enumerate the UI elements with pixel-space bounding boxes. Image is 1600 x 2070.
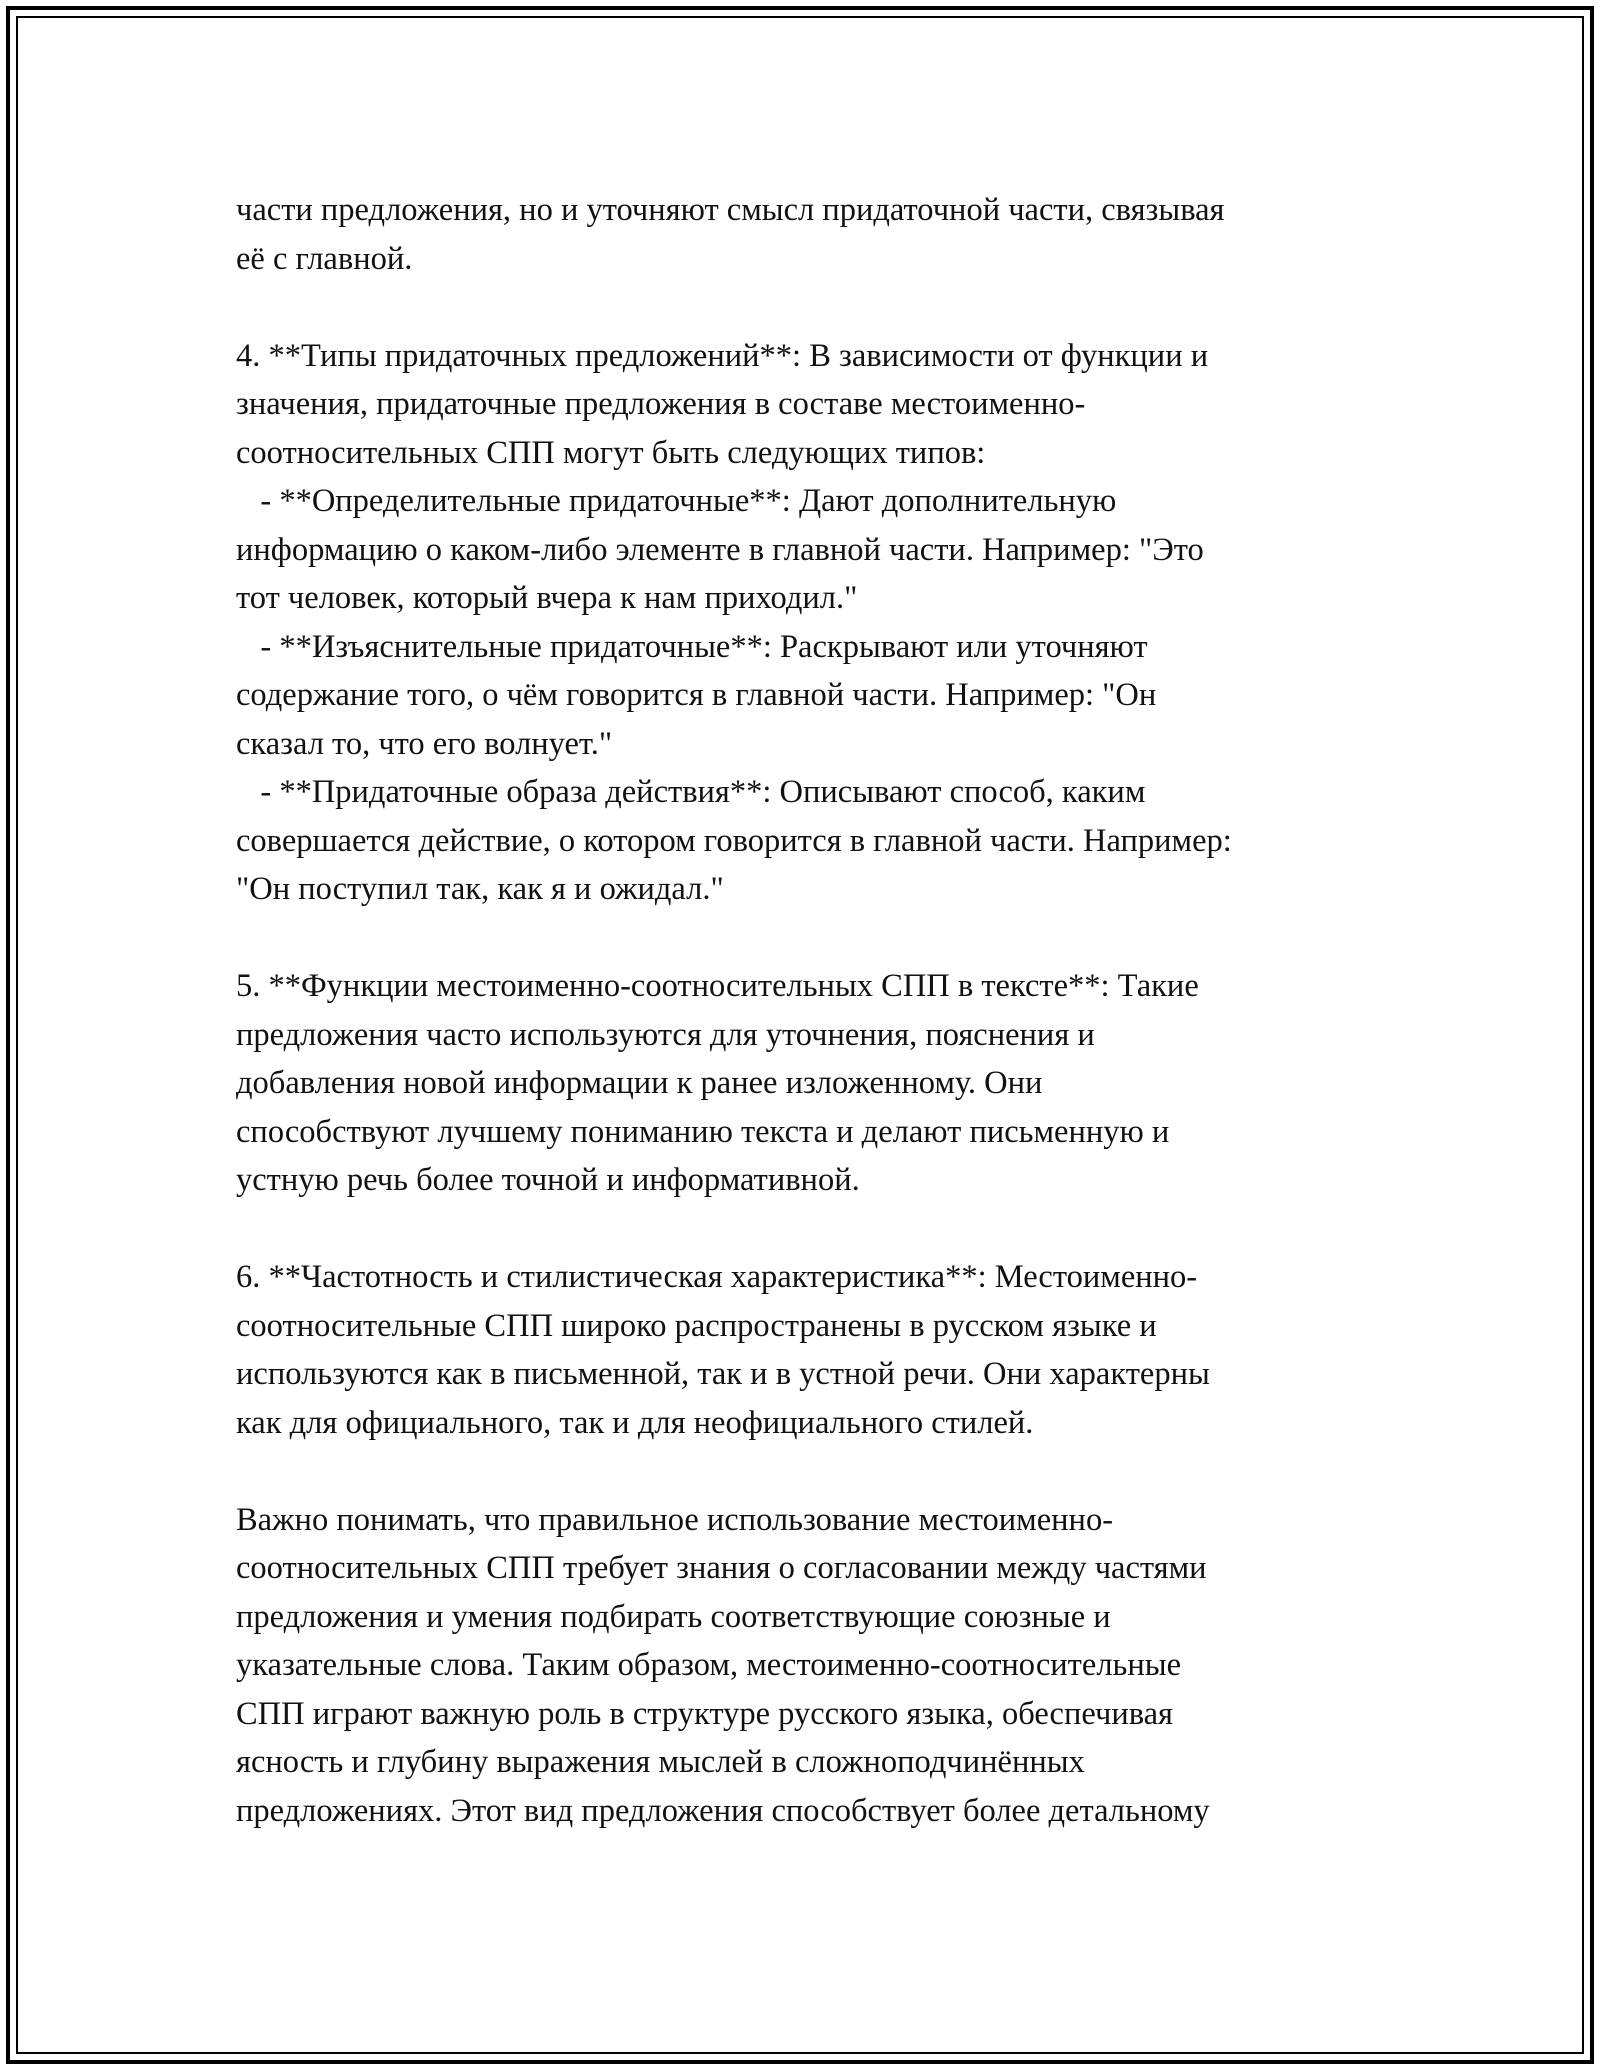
paragraph-spacer [236, 914, 1386, 963]
paragraph-spacer [236, 1447, 1386, 1496]
document-body [236, 186, 1386, 1835]
paragraph-spacer [236, 283, 1386, 332]
paragraph-intro-continuation: части предложения, но и уточняют смысл придаточной части, связывая её с главной. [236, 192, 1225, 277]
paragraph-item-5: 5. **Функции местоименно-соотносительных СПП в тексте**: Такие предложения часто используются для уточнения, пояснения и добавления новой информации к ранее изложенному. Они способствуют лучшему пониманию текста и делают письменную и устную речь более точной и информативной. [236, 968, 1199, 1198]
paragraph-spacer [236, 1205, 1386, 1254]
paragraph-item-6: 6. **Частотность и стилистическая характеристика**: Местоименно- соотносительные СПП широко распространены в русском языке и используются как в письменной, так и в устной речи. Они характерны как для официального, так и для неофициального стилей. [236, 1259, 1210, 1441]
paragraph-item-4: 4. **Типы придаточных предложений**: В зависимости от функции и значения, придаточные предложения в составе местоименно- соотносительных СПП могут быть следующих типов: - **Определительные придаточные**: Дают дополнительную информацию о каком-либо элементе в главной части. Например: "Это тот человек, который вчера к нам приходил." - **Изъяснительные придаточные**: Раскрывают или уточняют содержание того, о чём говорится в главной части. Например: "Он сказал то, что его волнует." - **Придаточные образа действия**: Описывают способ, каким совершается действие, о котором говорится в главной части. Например: "Он поступил так, как я и ожидал." [236, 337, 1232, 907]
paragraph-conclusion: Важно понимать, что правильное использование местоименно- соотносительных СПП требует знания о согласовании между частями предложения и умения подбирать соответствующие союзные и указательные слова. Таким образом, местоименно-соотносительные СПП играют важную роль в структуре русского языка, обеспечивая ясность и глубину выражения мыслей в сложноподчинённых предложениях. Этот вид предложения способствует более детальному [236, 1501, 1210, 1829]
